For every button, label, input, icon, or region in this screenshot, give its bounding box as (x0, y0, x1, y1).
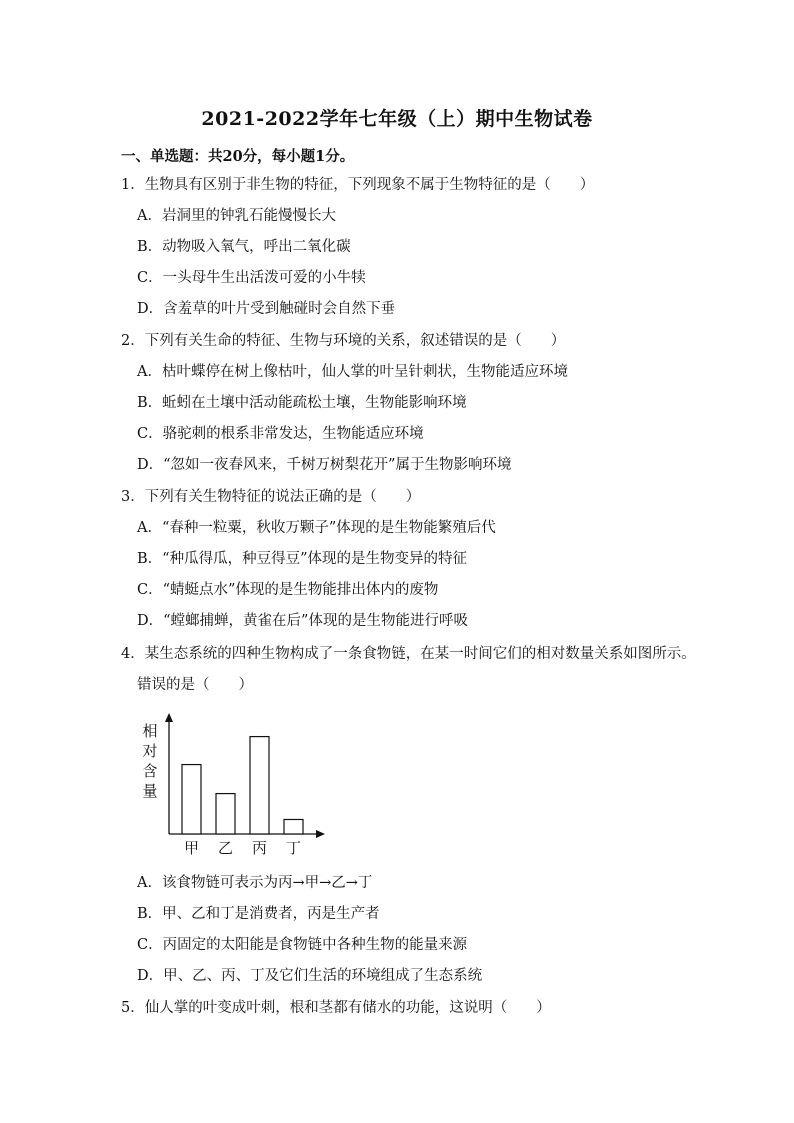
page-title: 2021-2022学年七年级（上）期中生物试卷 (201, 108, 593, 130)
question-5-stem: 5．仙人掌的叶变成叶刺，根和茎都有储水的功能，这说明（ ） (121, 1000, 551, 1016)
question-2-stem: 2．下列有关生命的特征、生物与环境的关系，叙述错误的是（ ） (121, 333, 566, 349)
question-2-option-d: D．“忽如一夜春风来，千树万树梨花开”属于生物影响环境 (137, 457, 512, 473)
y-axis-label (142, 722, 157, 800)
question-4-option-c: C．丙固定的太阳能是食物链中各种生物的能量来源 (137, 937, 468, 953)
question-4-option-a: A．该食物链可表示为丙→甲→乙→丁 (137, 875, 373, 891)
section-heading: 一、单选题：共20分，每小题1分。 (121, 148, 355, 165)
x-tick-label: 乙 (217, 839, 234, 857)
question-3-option-b: B．“种瓜得瓜，种豆得豆”体现的是生物变异的特征 (137, 551, 467, 567)
question-2-option-c: C．骆驼刺的根系非常发达，生物能适应环境 (137, 426, 424, 442)
question-1-stem: 1．生物具有区别于非生物的特征，下列现象不属于生物特征的是（ ） (121, 177, 595, 193)
x-tick-label: 甲 (183, 839, 200, 857)
bars (182, 737, 303, 834)
question-1-option-a: A．岩洞里的钟乳石能慢慢长大 (137, 208, 336, 224)
question-1-option-b: B．动物吸入氧气，呼出二氧化碳 (137, 239, 351, 255)
y-axis-arrow (165, 713, 173, 722)
question-4-stem-continued: 错误的是（ ） (137, 677, 253, 693)
y-axis-label-char: 量 (142, 782, 158, 800)
question-4-stem: 4．某生态系统的四种生物构成了一条食物链，在某一时间它们的相对数量关系如图所示。 (121, 646, 696, 662)
y-axis-label-char: 对 (142, 742, 158, 760)
question-2-option-b: B．蚯蚓在土壤中活动能疏松土壤，生物能影响环境 (137, 395, 467, 411)
y-axis-label-char: 含 (142, 762, 158, 780)
x-axis-arrow (316, 830, 325, 838)
question-3-option-d: D．“螳螂捕蝉，黄雀在后”体现的是生物能进行呼吸 (137, 613, 468, 629)
bar-丁 (284, 819, 303, 834)
question-3-stem: 3．下列有关生物特征的说法正确的是（ ） (121, 489, 421, 505)
x-tick-label: 丙 (251, 839, 268, 857)
question-1-option-d: D．含羞草的叶片受到触碰时会自然下垂 (137, 301, 396, 317)
question-4-option-b: B．甲、乙和丁是消费者，丙是生产者 (137, 906, 380, 922)
question-3-option-a: A．“春种一粒粟，秋收万颗子”体现的是生物能繁殖后代 (137, 520, 496, 536)
x-tick-labels (184, 839, 301, 857)
question-1-option-c: C．一头母牛生出活泼可爱的小牛犊 (137, 270, 366, 286)
bar-甲 (182, 765, 201, 834)
y-axis-label-char: 相 (142, 722, 158, 740)
bar-乙 (216, 794, 235, 834)
x-tick-label: 丁 (285, 839, 302, 857)
bar-丙 (250, 737, 269, 834)
question-4-option-d: D．甲、乙、丙、丁及它们生活的环境组成了生态系统 (137, 968, 483, 984)
question-3-option-c: C．“蜻蜓点水”体现的是生物能排出体内的废物 (137, 582, 439, 598)
bar-chart (138, 712, 338, 858)
question-2-option-a: A．枯叶蝶停在树上像枯叶，仙人掌的叶呈针刺状，生物能适应环境 (137, 364, 568, 380)
